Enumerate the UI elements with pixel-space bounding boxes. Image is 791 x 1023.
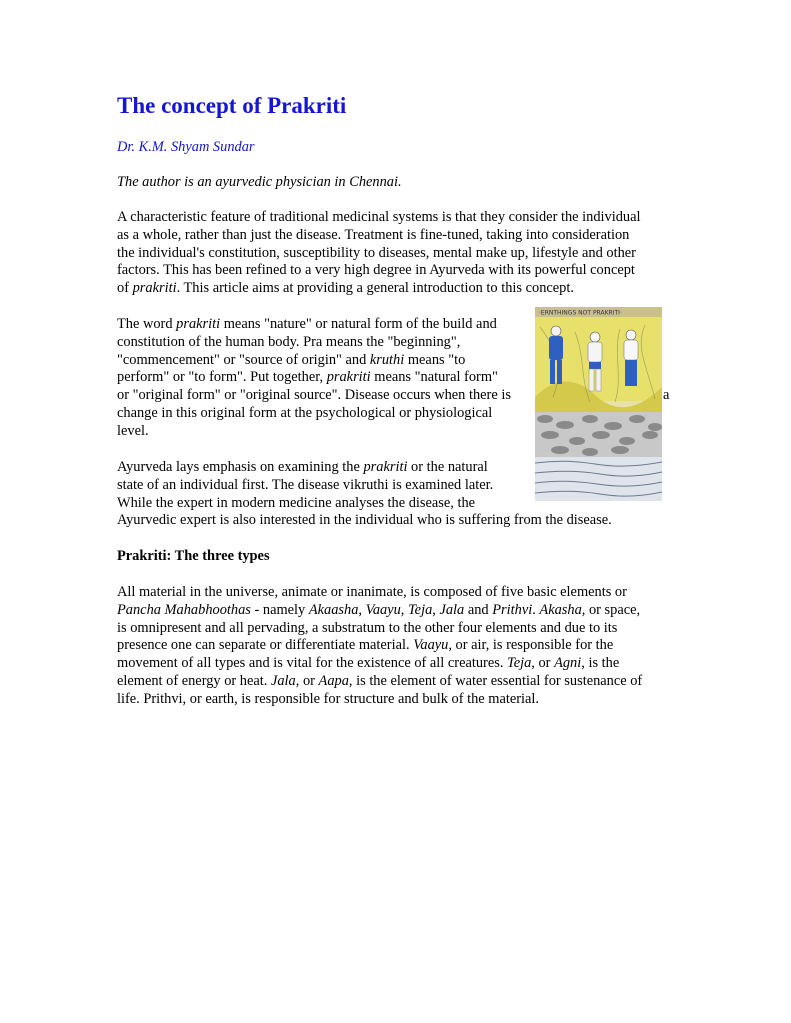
text-run: constitution of the human body. Pra means the "beginning",	[117, 333, 461, 350]
text-line	[117, 334, 460, 352]
text-run: ,	[358, 601, 366, 618]
italic-term: Teja	[507, 655, 532, 672]
italic-term: Vaayu	[413, 637, 449, 654]
page-title: The concept of Prakriti	[117, 93, 347, 118]
text-run: change in this original form at the psychological or physiological	[117, 405, 493, 421]
text-run: .	[532, 601, 540, 618]
text-run: state of an individual first. The disease vikruthi is examined later.	[117, 476, 494, 493]
text-line	[117, 584, 627, 602]
text-run: All material in the universe, animate or inanimate, is composed of five basic elements or	[117, 584, 627, 600]
text-run: , or	[295, 673, 319, 689]
text-run: presence one can separate or differentiate material.	[117, 637, 414, 654]
text-run: or "original form" or "original source". Disease occurs when there is	[117, 387, 511, 404]
text-run: means "to	[404, 351, 466, 368]
text-line	[117, 387, 511, 405]
text-line	[117, 405, 492, 423]
text-run: means "nature" or natural form of the build and	[220, 316, 497, 332]
text-run: level.	[117, 422, 149, 439]
text-line	[117, 477, 493, 495]
italic-term: Prithvi	[492, 601, 533, 618]
text-line	[117, 620, 617, 638]
italic-term: prakriti	[326, 369, 371, 386]
text-run: "commencement" or "source of origin" and	[117, 351, 370, 368]
text-line	[117, 495, 475, 513]
text-run: or the natural	[407, 459, 488, 475]
text-run: of	[117, 280, 133, 297]
illustration-caption: ·ERNTHINGS NOT PRAKRITI·	[539, 309, 622, 317]
text-run: , or air, is responsible for the	[448, 637, 614, 654]
italic-term: Pancha Mahabhoothas	[117, 601, 251, 618]
text-run: is omnipresent and all pervading, a substratum to the other four elements and due to its	[117, 619, 618, 636]
italic-term: Akaasha	[308, 601, 359, 618]
text-run: movement of all types and is vital for the existence of all creatures.	[117, 655, 508, 672]
text-run: - namely	[250, 601, 309, 618]
text-line	[117, 512, 612, 530]
text-run: , or	[531, 655, 555, 672]
italic-term: prakriti	[363, 459, 408, 475]
text-line	[117, 262, 635, 280]
text-run: perform" or "to form". Put together,	[117, 369, 327, 386]
text-run: as a whole, rather than just the disease. Treatment is fine-tuned, taking into consideration	[117, 226, 630, 243]
text-line	[117, 209, 641, 227]
italic-term: Agni	[554, 655, 582, 672]
text-run: A characteristic feature of traditional medicinal systems is that they consider the individual	[117, 209, 641, 225]
italic-term: Vaayu	[365, 601, 401, 618]
text-line	[117, 316, 497, 334]
author-byline: Dr. K.M. Shyam Sundar	[117, 139, 255, 155]
text-run: , is the	[581, 655, 620, 672]
prakriti-illustration-art	[535, 307, 662, 501]
text-run: and	[464, 601, 493, 618]
text-line	[117, 369, 498, 387]
text-run: the individual's constitution, susceptibility to diseases, mental make up, lifestyle and other	[117, 244, 636, 261]
text-line	[117, 423, 149, 441]
text-line	[117, 245, 636, 263]
italic-term: prakriti	[176, 316, 221, 332]
text-run: . This article aims at providing a general introduction to this concept.	[176, 280, 574, 297]
text-line	[117, 637, 613, 655]
text-line	[117, 602, 640, 620]
text-run: life. Prithvi, or earth, is responsible for structure and bulk of the material.	[117, 690, 540, 707]
text-run: While the expert in modern medicine analyses the disease, the	[117, 494, 476, 511]
italic-term: Akasha	[539, 601, 582, 618]
prakriti-illustration	[535, 307, 662, 501]
text-run: The word	[117, 316, 177, 332]
text-line	[117, 280, 574, 298]
text-run: element of energy or heat.	[117, 673, 271, 689]
text-line	[117, 655, 619, 673]
wrapped-text-fragment: a	[663, 387, 670, 403]
text-run: Ayurvedic expert is also interested in the individual who is suffering from the disease.	[117, 512, 612, 529]
italic-term: Jala	[270, 673, 296, 689]
text-run: means "natural form"	[370, 369, 498, 386]
text-line	[117, 352, 465, 370]
text-run: ,	[432, 601, 440, 618]
text-run: , is the element of water essential for sustenance of	[348, 673, 643, 689]
text-line	[117, 691, 539, 709]
author-note: The author is an ayurvedic physician in Chennai.	[117, 174, 402, 190]
text-line	[117, 459, 488, 477]
italic-term: Teja	[408, 601, 433, 618]
italic-term: Aapa	[318, 673, 349, 689]
italic-term: Jala	[439, 601, 465, 618]
text-run: , or space,	[581, 601, 641, 618]
text-run: factors. This has been refined to a very high degree in Ayurveda with its powerful concept	[117, 262, 635, 279]
section-heading: Prakriti: The three types	[117, 548, 270, 564]
italic-term: kruthi	[369, 351, 405, 368]
text-run: ,	[400, 601, 408, 618]
text-run: Ayurveda lays emphasis on examining the	[117, 459, 364, 475]
italic-term: prakriti	[132, 280, 177, 297]
text-line	[117, 673, 642, 691]
text-line	[117, 227, 629, 245]
